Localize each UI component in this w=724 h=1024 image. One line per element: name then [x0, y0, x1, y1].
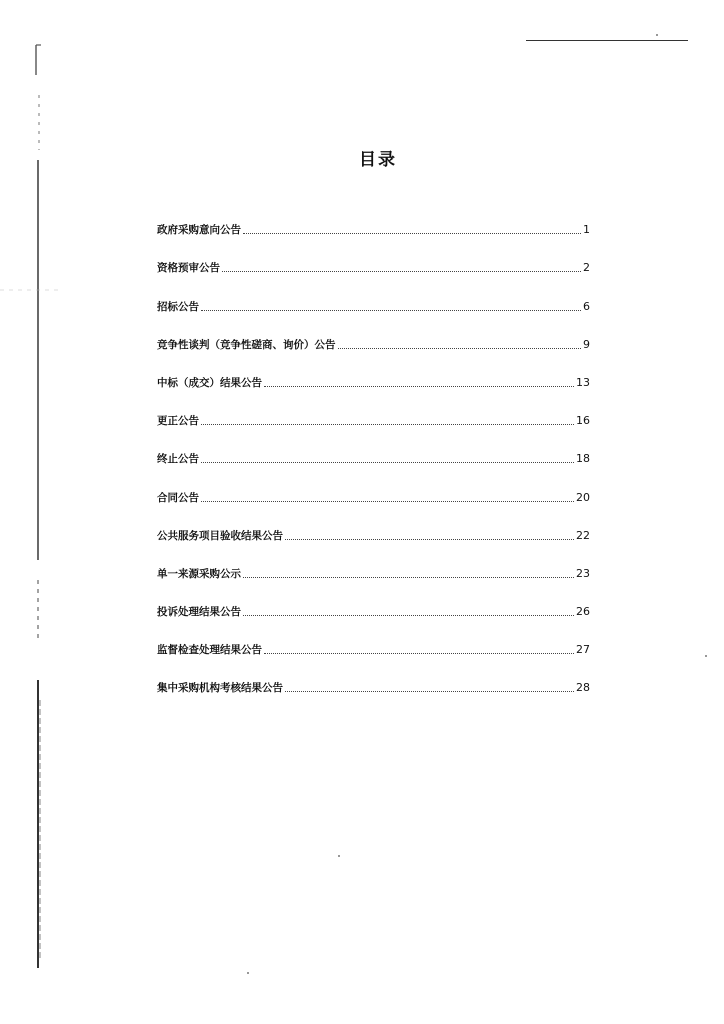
page-title: 目录 — [359, 150, 397, 170]
toc-dot-leader — [201, 310, 581, 311]
toc-entry[interactable] — [157, 581, 590, 619]
toc-entry[interactable] — [157, 466, 590, 504]
toc-entry-label: 更正公告 — [157, 415, 199, 428]
toc-dot-leader — [243, 233, 581, 234]
scan-speck — [338, 855, 340, 857]
table-of-contents — [157, 199, 590, 695]
toc-page-number: 26 — [576, 605, 590, 619]
toc-entry[interactable] — [157, 390, 590, 428]
toc-entry-label: 招标公告 — [157, 300, 199, 313]
toc-entry-label: 资格预审公告 — [157, 262, 220, 275]
toc-entry[interactable] — [157, 352, 590, 390]
toc-entry[interactable] — [157, 657, 590, 695]
toc-page-number: 13 — [576, 375, 590, 389]
scan-speck — [247, 972, 249, 974]
toc-dot-leader — [264, 653, 574, 654]
toc-entry[interactable] — [157, 237, 590, 275]
toc-page-number: 6 — [583, 299, 590, 313]
toc-page-number: 27 — [576, 643, 590, 657]
toc-entry-label: 政府采购意向公告 — [157, 224, 241, 237]
toc-page-number: 16 — [576, 414, 590, 428]
toc-page-number: 18 — [576, 452, 590, 466]
toc-entry-label: 监督检查处理结果公告 — [157, 644, 262, 657]
toc-entry-label: 集中采购机构考核结果公告 — [157, 682, 283, 695]
toc-page-number: 20 — [576, 490, 590, 504]
toc-dot-leader — [243, 615, 574, 616]
toc-dot-leader — [201, 501, 574, 502]
toc-entry-label: 中标（成交）结果公告 — [157, 376, 262, 389]
scan-speck — [656, 34, 658, 36]
toc-dot-leader — [201, 424, 574, 425]
toc-entry[interactable] — [157, 428, 590, 466]
toc-entry[interactable] — [157, 199, 590, 237]
toc-entry[interactable] — [157, 505, 590, 543]
toc-entry[interactable] — [157, 619, 590, 657]
toc-entry[interactable] — [157, 275, 590, 313]
toc-dot-leader — [285, 539, 574, 540]
toc-page-number: 9 — [583, 337, 590, 351]
toc-entry-label: 竞争性谈判（竞争性磋商、询价）公告 — [157, 338, 336, 351]
toc-entry-label: 投诉处理结果公告 — [157, 606, 241, 619]
scan-speck — [705, 655, 707, 657]
toc-dot-leader — [243, 577, 574, 578]
toc-entry[interactable] — [157, 314, 590, 352]
toc-entry[interactable] — [157, 543, 590, 581]
toc-dot-leader — [264, 386, 574, 387]
toc-dot-leader — [338, 348, 582, 349]
toc-dot-leader — [285, 691, 574, 692]
toc-dot-leader — [201, 462, 574, 463]
toc-page-number: 22 — [576, 528, 590, 542]
toc-entry-label: 终止公告 — [157, 453, 199, 466]
toc-entry-label: 单一来源采购公示 — [157, 567, 241, 580]
header-rule — [526, 40, 688, 41]
toc-entry-label: 公共服务项目验收结果公告 — [157, 529, 283, 542]
toc-entry-label: 合同公告 — [157, 491, 199, 504]
toc-page-number: 23 — [576, 566, 590, 580]
toc-dot-leader — [222, 271, 581, 272]
toc-page-number: 2 — [583, 261, 590, 275]
toc-page-number: 28 — [576, 681, 590, 695]
toc-page-number: 1 — [583, 223, 590, 237]
